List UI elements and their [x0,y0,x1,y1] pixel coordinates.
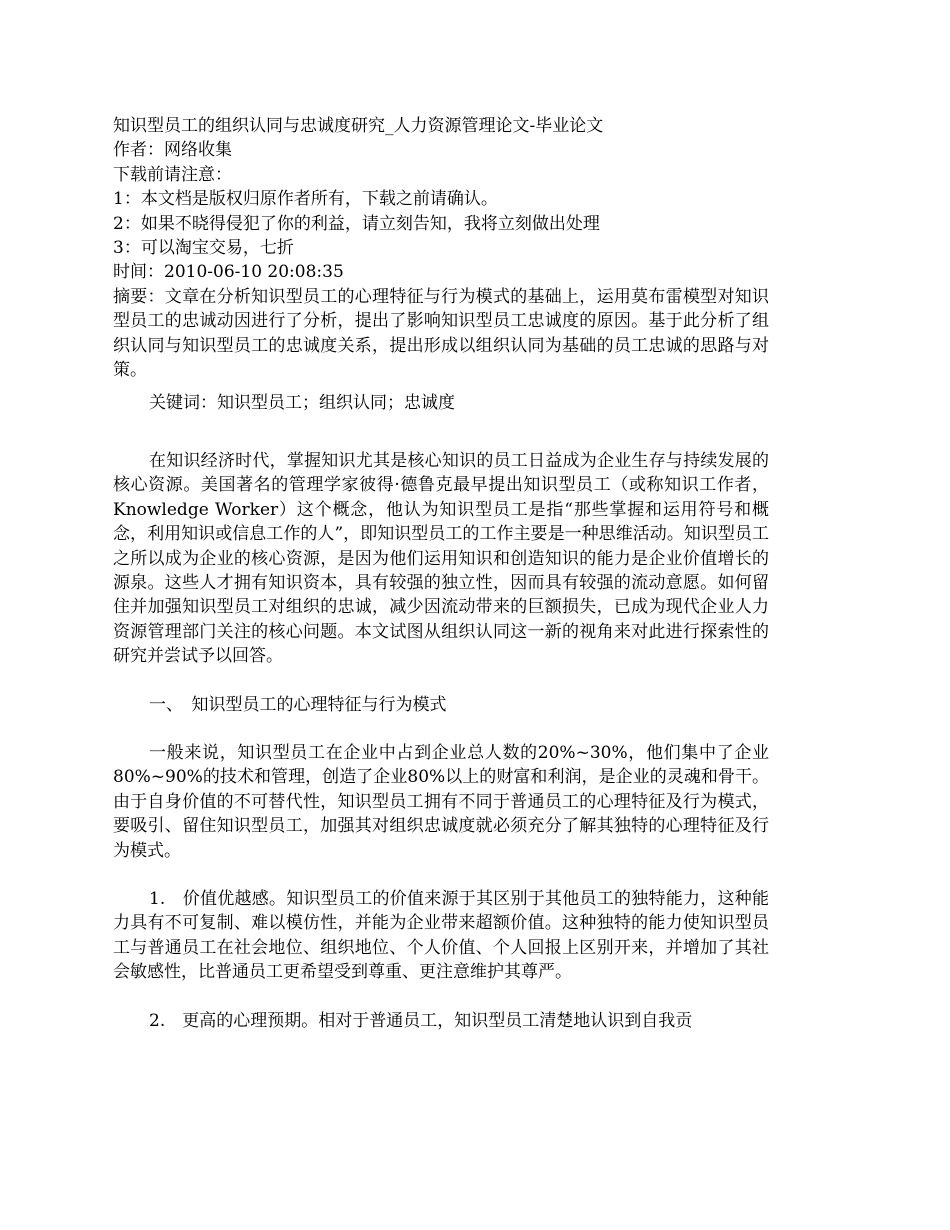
keywords-line: 关键词：知识型员工；组织认同；忠诚度 [149,393,455,414]
intro-paragraph: 在知识经济时代，掌握知识尤其是核心知识的员工日益成为企业生存与持续发展的核心资源。美国著名的管理学家彼得·德鲁克最早提出知识型员工（或称知识工作者，Knowledge Worker）这个概念，他认为知识型员工是指“那些掌握和运用符号和概念，利用知识或信息工作的人”，即知识型员工的工作主要是一种思维活动。知识型员工之所以成为企业的核心资源，是因为他们运用知识和创造知识的能力是企业价值增长的源泉。这些人才拥有知识资本，具有较强的独立性，因而具有较强的流动意愿。如何留住并加强知识型员工对组织的忠诚，减少因流动带来的巨额损失，已成为现代企业人力资源管理部门关注的核心问题。本文试图从组织认同这一新的视角来对此进行探索性的研究并尝试予以回答。 [113,450,769,667]
section-paragraph: 一般来说，知识型员工在企业中占到企业总人数的20%~30%，他们集中了企业80%~90%的技术和管理，创造了企业80%以上的财富和利润，是企业的灵魂和骨干。由于自身价值的不可替代性，知识型员工拥有不同于普通员工的心理特征及行为模式，要吸引、留住知识型员工，加强其对组织忠诚度就必须充分了解其独特的心理特征及行为模式。 [113,742,769,861]
document-page [113,114,769,1033]
notice-item: 3：可以淘宝交易，七折 [113,238,294,259]
document-time: 时间：2010-06-10 20:08:35 [113,262,344,283]
section-heading: 一、 知识型员工的心理特征与行为模式 [149,694,447,715]
notice-item: 2：如果不晓得侵犯了你的利益，请立刻告知，我将立刻做出处理 [113,213,600,234]
document-author: 作者：网络收集 [113,140,232,161]
point-paragraph: 1. 价值优越感。知识型员工的价值来源于其区别于其他员工的独特能力，这种能力具有不可复制、难以模仿性，并能为企业带来超额价值。这种独特的能力使知识型员工与普通员工在社会地位、组织地位、个人价值、个人回报上区别开来，并增加了其社会敏感性，比普通员工更希望受到尊重、更注意维护其尊严。 [113,888,769,983]
point-paragraph: 2. 更高的心理预期。相对于普通员工，知识型员工清楚地认识到自我贡 [149,1010,693,1031]
notice-heading: 下载前请注意： [113,164,232,185]
abstract-paragraph: 摘要：文章在分析知识型员工的心理特征与行为模式的基础上，运用莫布雷模型对知识型员工的忠诚动因进行了分析，提出了影响知识型员工忠诚度的原因。基于此分析了组织认同与知识型员工的忠诚度关系，提出形成以组织认同为基础的员工忠诚的思路与对策。 [113,286,769,381]
document-title: 知识型员工的组织认同与忠诚度研究_人力资源管理论文-毕业论文 [113,116,604,136]
notice-item: 1：本文档是版权归原作者所有，下载之前请确认。 [113,189,498,210]
